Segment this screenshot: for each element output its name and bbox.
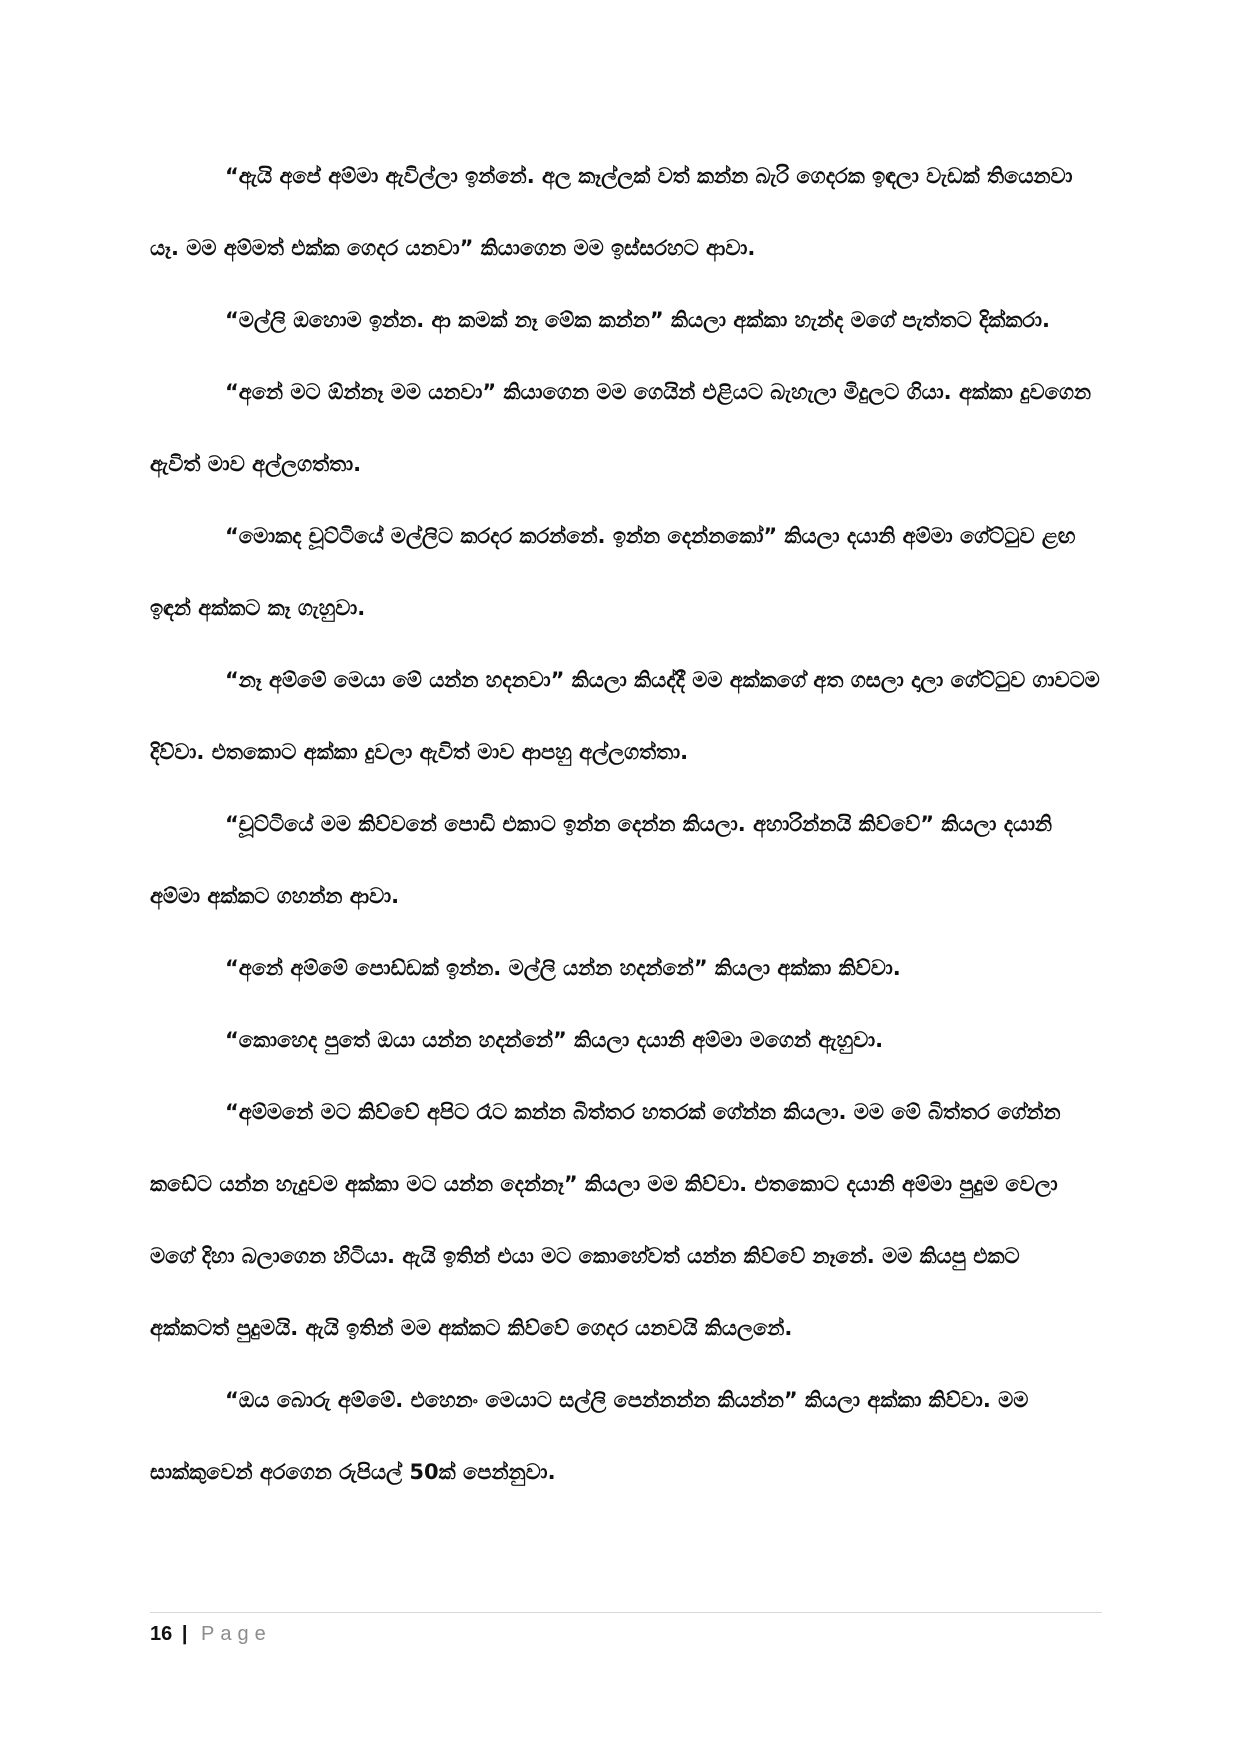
- paragraph-1: “ඇයි අපේ අම්මා ඇවිල්ලා ඉන්නේ. අල කෑල්ලක් වත් කන්න බැරි ගෙදරක ඉඳලා වැඩක් තියෙනවා යෑ. මම අම්මත් එක්ක ගෙදර යනවා” කියාගෙන මම ඉස්සරහට ආවා.: [150, 164, 1073, 260]
- paragraph-10: “ඔය බොරු අම්මේ. එහෙනං මෙයාට සල්ලි පෙන්නන්න කියන්න” කියලා අක්කා කිව්වා. මම සාක්කුවෙන් අරගෙන රුපියල් 50ක් පෙන්නුවා.: [150, 1388, 1029, 1484]
- paragraph-5: “නෑ අම්මේ මෙයා මේ යන්න හදනවා” කියලා කියද්දී මම අක්කගේ අත ගසලා දාලා ගේට්ටුව ගාවටම දිව්වා. එතකොට අක්කා දුවලා ඇවිත් මාව ආපහු අල්ලගත්තා.: [150, 668, 1100, 764]
- body-text: [150, 140, 1100, 1508]
- page-footer: [150, 1612, 1102, 1646]
- footer-separator: |: [181, 1623, 188, 1645]
- paragraph-7: “අනේ අම්මේ පොඩ්ඩක් ඉන්න. මල්ලි යන්න හදන්නේ” කියලා අක්කා කිව්වා.: [225, 956, 901, 980]
- paragraph-6: “චූට්ටියේ මම කිව්වනේ පොඩි එකාට ඉන්න දෙන්න කියලා. අහාරින්නයි කිව්වේ” කියලා දයානි අම්මා අක්කට ගහන්න ආවා.: [150, 812, 1053, 908]
- page-label: Page: [200, 1623, 272, 1645]
- paragraph-2: “මල්ලි ඔහොම ඉන්න. ආ කමක් නෑ මේක කන්න” කියලා අක්කා හැන්ද මගේ පැත්තට දික්කරා.: [225, 308, 1050, 332]
- paragraph-3: “අනේ මට ඕන්නෑ මම යනවා” කියාගෙන මම ගෙයින් එළියට බැහැලා මිදුලට ගියා. අක්කා දුවගෙන ඇවිත් මාව අල්ලගත්තා.: [150, 380, 1092, 476]
- paragraph-4: “මොකද චූට්ටියේ මල්ලිට කරදර කරන්නේ. ඉන්න දෙන්නකෝ” කියලා දයානි අම්මා ගේට්ටුව ළඟ ඉඳන් අක්කට කෑ ගැහුවා.: [150, 524, 1076, 620]
- page-number: 16: [150, 1623, 173, 1645]
- paragraph-9: “අම්මනේ මට කිව්වේ අපිට රෑට කන්න බිත්තර හතරක් ගේන්න කියලා. මම මේ බිත්තර ගේන්න කඩේට යන්න හැදුවම අක්කා මට යන්න දෙන්නෑ” කියලා මම කිව්වා. එතකොට දයානි අම්මා පුදුම වෙලා මගේ දිහා බලාගෙන හිටියා. ඇයි ඉතින් එයා මට කොහේවත් යන්න කිව්වේ නෑනේ. මම කියපු එකට අක්කටත් පුදුමයි. ඇයි ඉතින් මම අක්කට කිව්වේ ගෙදර යනවයි කියලනේ.: [150, 1100, 1061, 1340]
- paragraph-8: “කොහෙද පුතේ ඔයා යන්න හදන්නේ” කියලා දයානි අම්මා මගෙන් ඇහුවා.: [225, 1028, 884, 1052]
